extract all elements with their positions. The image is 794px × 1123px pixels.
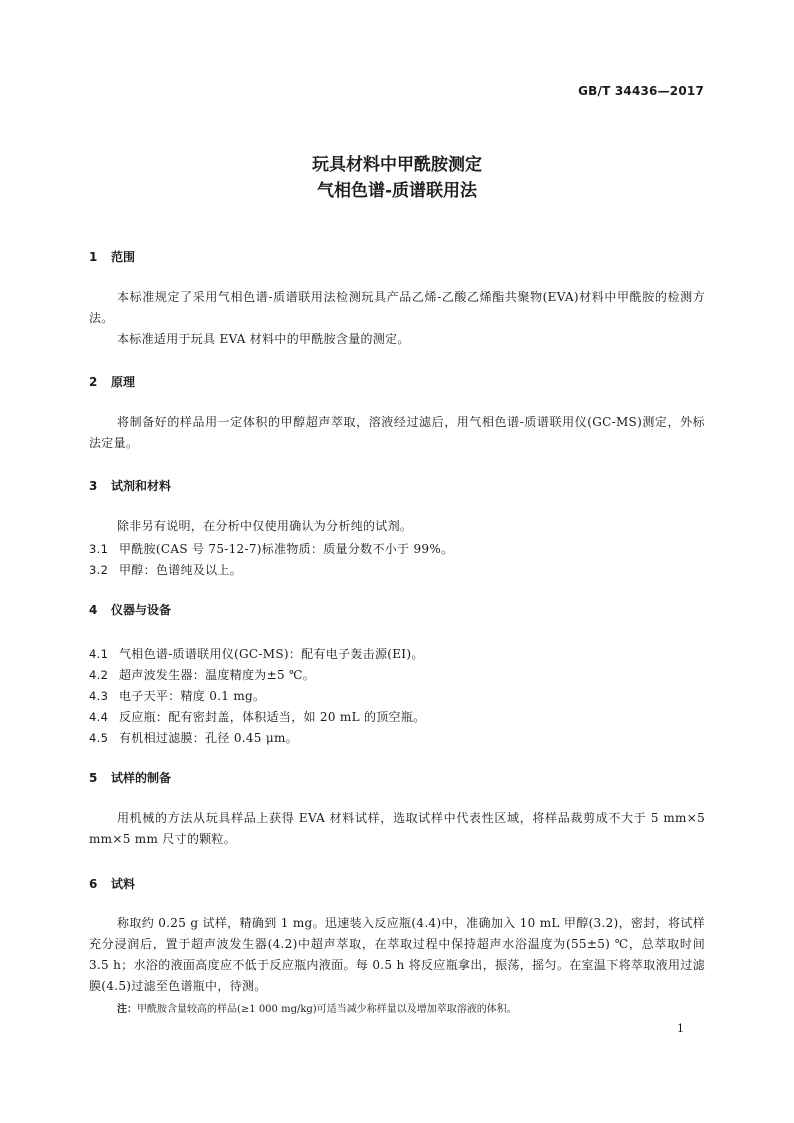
item-number: 3.2 <box>89 563 109 577</box>
section-3-paragraph-1: 除非另有说明，在分析中仅使用确认为分析纯的试剂。 <box>117 519 413 533</box>
item-text: 甲醇：色谱纯及以上。 <box>119 563 243 577</box>
item-number: 4.5 <box>89 731 109 745</box>
section-title: 范围 <box>111 250 136 264</box>
list-item <box>89 708 705 726</box>
note-text: 甲酰胺含量较高的样品(≥1 000 mg/kg)可适当减少称样量以及增加萃取溶液的体积。 <box>137 1004 517 1015</box>
standard-code: GB/T 34436—2017 <box>578 84 704 98</box>
section-6-heading <box>89 876 135 892</box>
section-number: 1 <box>89 250 98 264</box>
document-title <box>0 152 794 204</box>
section-1-paragraph-2: 本标准适用于玩具 EVA 材料中的甲酰胺含量的测定。 <box>117 332 410 346</box>
section-title: 试料 <box>111 877 136 891</box>
section-5-heading <box>89 770 171 786</box>
item-text: 反应瓶：配有密封盖，体积适当，如 20 mL 的顶空瓶。 <box>119 710 426 724</box>
item-text: 超声波发生器：温度精度为±5 ℃。 <box>119 668 316 682</box>
section-title: 仪器与设备 <box>111 603 172 617</box>
section-number: 3 <box>89 479 98 493</box>
note <box>117 1002 705 1018</box>
section-2-heading <box>89 374 135 390</box>
title-line-1: 玩具材料中甲酰胺测定 <box>312 155 482 175</box>
section-5-paragraph-1: 用机械的方法从玩具样品上获得 EVA 材料试样，选取试样中代表性区域，将样品裁剪成不大于 5 mm×5 mm×5 mm 尺寸的颗粒。 <box>89 811 705 846</box>
section-number: 2 <box>89 375 98 389</box>
item-text: 有机相过滤膜：孔径 0.45 μm。 <box>119 731 298 745</box>
item-number: 3.1 <box>89 542 109 556</box>
item-text: 电子天平：精度 0.1 mg。 <box>119 689 266 703</box>
title-line-2: 气相色谱-质谱联用法 <box>316 181 478 201</box>
item-number: 4.3 <box>89 689 109 703</box>
list-item <box>89 687 705 705</box>
section-4-heading <box>89 602 171 618</box>
item-number: 4.1 <box>89 647 109 661</box>
section-title: 试样的制备 <box>111 771 172 785</box>
page-number: 1 <box>677 1022 684 1035</box>
item-text: 气相色谱-质谱联用仪(GC-MS)：配有电子轰击源(EI)。 <box>119 647 424 661</box>
list-item <box>89 666 705 684</box>
list-item <box>89 540 705 558</box>
section-1-heading <box>89 249 135 265</box>
item-number: 4.4 <box>89 710 109 724</box>
section-1-paragraph-1: 本标准规定了采用气相色谱-质谱联用法检测玩具产品乙烯-乙酸乙烯酯共聚物(EVA)材料中甲酰胺的检测方法。 <box>89 290 705 325</box>
section-number: 6 <box>89 877 98 891</box>
item-text: 甲酰胺(CAS 号 75-12-7)标准物质：质量分数不小于 99%。 <box>119 542 454 556</box>
section-3-heading <box>89 478 171 494</box>
section-6-paragraph-1: 称取约 0.25 g 试样，精确到 1 mg。迅速装入反应瓶(4.4)中，准确加入 10 mL 甲醇(3.2)，密封，将试样充分浸润后，置于超声波发生器(4.2)中超声萃取，在萃取过程中保持超声水浴温度为(55±5) ℃，总萃取时间 3.5 h；水浴的液面高度应不低于反应瓶内液面。每 0.5 h 将反应瓶拿出，振荡，摇匀。在室温下将萃取液用过滤膜(4.5)过滤至色谱瓶中，待测。 <box>89 916 705 993</box>
section-number: 5 <box>89 771 98 785</box>
section-title: 原理 <box>111 375 136 389</box>
section-2-paragraph-1: 将制备好的样品用一定体积的甲醇超声萃取，溶液经过滤后，用气相色谱-质谱联用仪(GC-MS)测定，外标法定量。 <box>89 415 705 450</box>
list-item <box>89 645 705 663</box>
section-title: 试剂和材料 <box>111 479 172 493</box>
list-item <box>89 729 705 747</box>
section-number: 4 <box>89 603 98 617</box>
list-item <box>89 561 705 579</box>
item-number: 4.2 <box>89 668 109 682</box>
note-label: 注： <box>117 1004 137 1015</box>
